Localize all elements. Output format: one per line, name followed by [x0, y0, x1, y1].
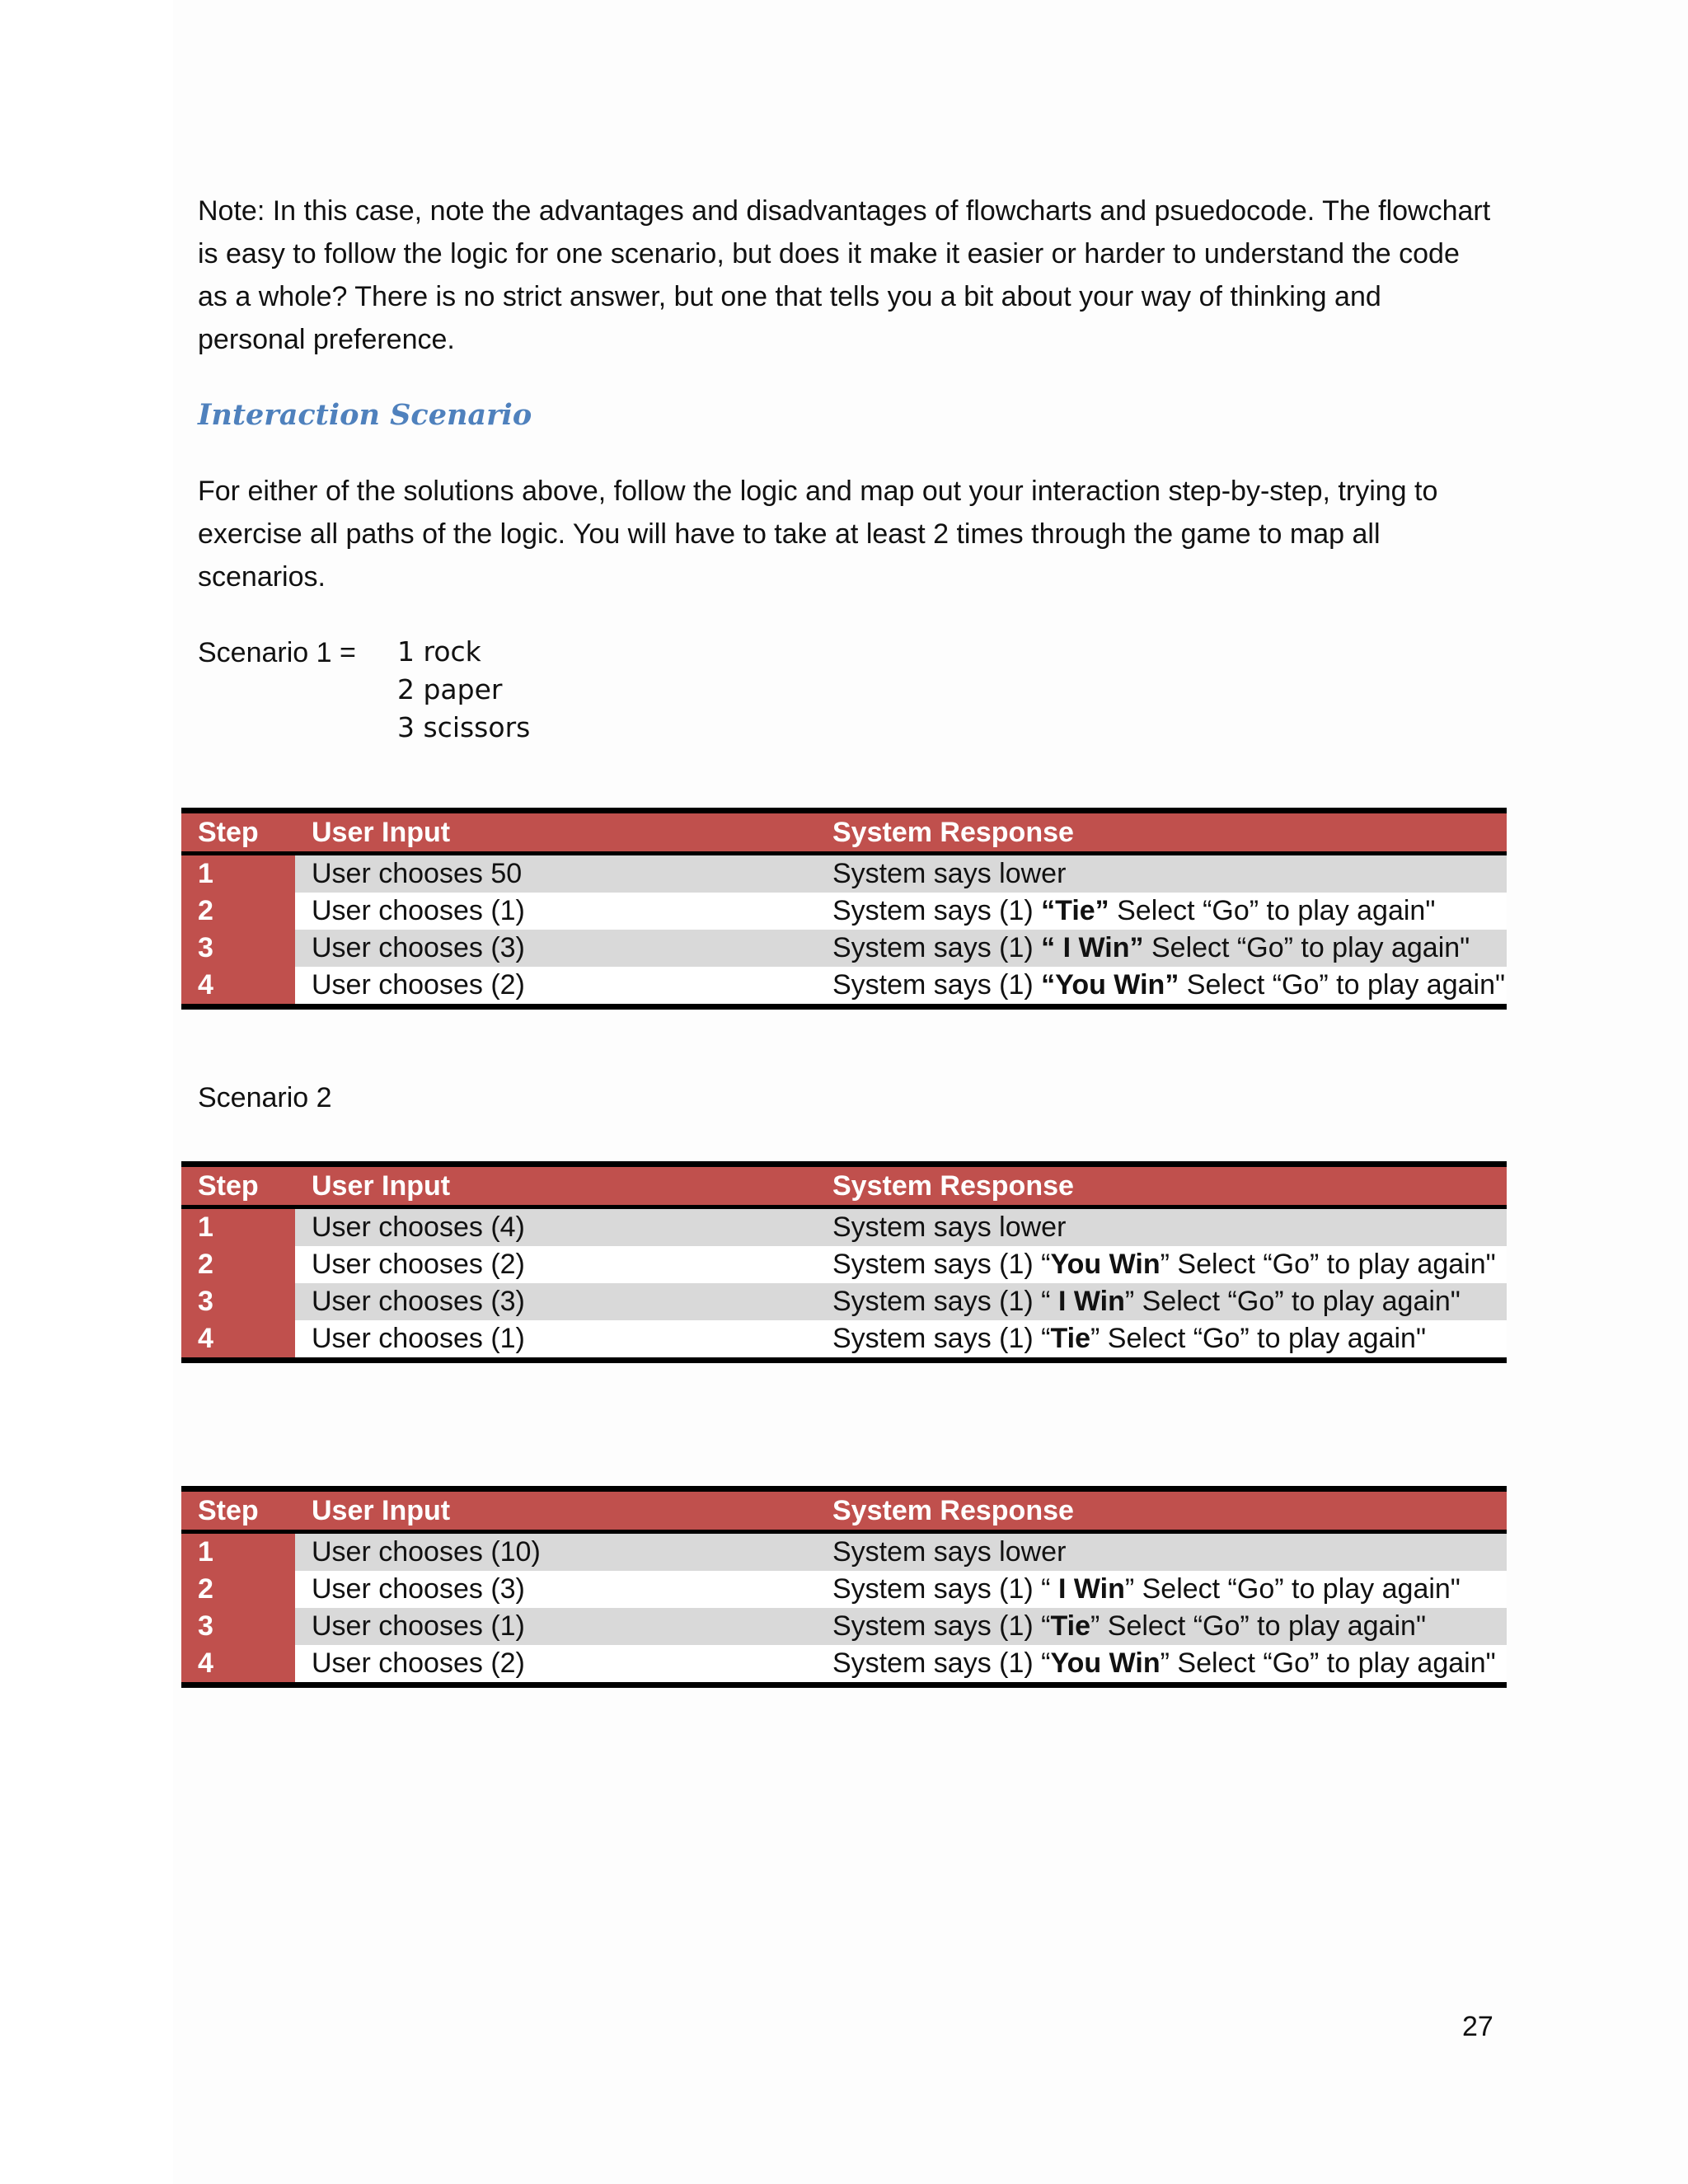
user-input-cell: User chooses (1)	[295, 893, 816, 930]
scenario-1-block	[198, 633, 1517, 747]
step-cell: 2	[181, 1246, 295, 1283]
response-text: System says (1) “	[832, 1573, 1058, 1605]
user-input-cell: User chooses (2)	[295, 1645, 816, 1685]
table-row	[181, 1608, 1507, 1645]
user-input-cell: User chooses (3)	[295, 1571, 816, 1608]
note-line: is easy to follow the logic for one scenario, but does it make it easier or harder to understand the code	[198, 238, 1460, 269]
user-input-cell: User chooses (10)	[295, 1532, 816, 1572]
response-outcome: Tie	[1050, 1610, 1090, 1642]
system-response-cell	[816, 1645, 1507, 1685]
user-input-cell: User chooses (3)	[295, 930, 816, 967]
response-text: System says (1) “	[832, 1610, 1051, 1642]
page-content	[198, 190, 1517, 747]
response-text: ” Select “Go” to play again"	[1090, 1610, 1427, 1642]
table-row	[181, 893, 1507, 930]
intro-line: For either of the solutions above, follow the logic and map out your interaction step-by-step, trying to	[198, 476, 1438, 507]
table-row	[181, 967, 1507, 1007]
user-input-cell: User chooses (3)	[295, 1283, 816, 1320]
system-response-cell	[816, 967, 1507, 1007]
response-text: System says lower	[832, 1536, 1067, 1568]
response-text: System says lower	[832, 1212, 1067, 1243]
response-outcome: “Tie”	[1041, 895, 1109, 926]
system-response-cell	[816, 1571, 1507, 1608]
user-input-cell: User chooses 50	[295, 854, 816, 893]
user-input-cell: User chooses (2)	[295, 967, 816, 1007]
response-text: System says (1)	[832, 969, 1042, 1001]
intro-line: exercise all paths of the logic. You will have to take at least 2 times through the game to map all	[198, 518, 1381, 550]
response-outcome: You Win	[1050, 1249, 1160, 1280]
response-outcome: “ I Win”	[1041, 932, 1144, 963]
step-cell: 4	[181, 967, 295, 1007]
section-heading: Interaction Scenario	[198, 398, 532, 432]
intro-paragraph	[198, 470, 1517, 598]
response-outcome: You Win	[1050, 1647, 1160, 1679]
choice-list	[397, 633, 530, 747]
table-header-row	[181, 1489, 1507, 1532]
response-text: Select “Go” to play again"	[1179, 969, 1506, 1001]
header-system-response: System Response	[816, 1489, 1507, 1532]
step-cell: 1	[181, 854, 295, 893]
step-cell: 4	[181, 1645, 295, 1685]
table-row	[181, 1320, 1507, 1361]
step-cell: 2	[181, 1571, 295, 1608]
table-row	[181, 1532, 1507, 1572]
system-response-cell	[816, 1207, 1507, 1247]
user-input-cell: User chooses (2)	[295, 1246, 816, 1283]
response-text: ” Select “Go” to play again"	[1160, 1249, 1496, 1280]
step-cell: 1	[181, 1207, 295, 1247]
table-row	[181, 1571, 1507, 1608]
system-response-cell	[816, 1320, 1507, 1361]
system-response-cell	[816, 1283, 1507, 1320]
response-text: ” Select “Go” to play again"	[1160, 1647, 1496, 1679]
choice-item: 3 scissors	[397, 711, 531, 743]
system-response-cell	[816, 1608, 1507, 1645]
response-text: System says (1) “	[832, 1647, 1051, 1679]
response-outcome: I Win	[1057, 1573, 1125, 1605]
scenario-table-1	[181, 808, 1507, 1010]
system-response-cell	[816, 854, 1507, 893]
steps-table	[181, 1486, 1507, 1688]
step-cell: 1	[181, 1532, 295, 1572]
steps-table	[181, 808, 1507, 1010]
table-row	[181, 930, 1507, 967]
choice-item: 1 rock	[397, 635, 481, 668]
note-paragraph	[198, 190, 1517, 361]
system-response-cell	[816, 930, 1507, 967]
steps-table	[181, 1161, 1507, 1363]
user-input-cell: User chooses (4)	[295, 1207, 816, 1247]
response-text: Select “Go” to play again"	[1109, 895, 1436, 926]
table-row	[181, 1246, 1507, 1283]
response-text: System says (1) “	[832, 1249, 1051, 1280]
note-line: personal preference.	[198, 324, 455, 355]
intro-line: scenarios.	[198, 561, 326, 593]
scenario-table-2	[181, 1161, 1507, 1363]
table-row	[181, 854, 1507, 893]
system-response-cell	[816, 1246, 1507, 1283]
table-header-row	[181, 1165, 1507, 1207]
header-user-input: User Input	[295, 811, 816, 854]
choice-item: 2 paper	[397, 673, 503, 705]
header-step: Step	[181, 811, 295, 854]
note-line: Note: In this case, note the advantages and disadvantages of flowcharts and psuedocode. The flowchart	[198, 195, 1491, 227]
header-user-input: User Input	[295, 1489, 816, 1532]
header-system-response: System Response	[816, 811, 1507, 854]
response-text: ” Select “Go” to play again"	[1124, 1286, 1461, 1317]
scenario-2-label: Scenario 2	[198, 1082, 332, 1113]
response-outcome: Tie	[1050, 1323, 1090, 1354]
header-system-response: System Response	[816, 1165, 1507, 1207]
response-text: System says (1)	[832, 932, 1042, 963]
step-cell: 4	[181, 1320, 295, 1361]
note-line: as a whole? There is no strict answer, but one that tells you a bit about your way of thinking and	[198, 281, 1381, 312]
response-text: Select “Go” to play again"	[1143, 932, 1470, 963]
user-input-cell: User chooses (1)	[295, 1608, 816, 1645]
user-input-cell: User chooses (1)	[295, 1320, 816, 1361]
scenario-table-3	[181, 1486, 1507, 1688]
header-user-input: User Input	[295, 1165, 816, 1207]
response-outcome: “You Win”	[1041, 969, 1179, 1001]
table-row	[181, 1207, 1507, 1247]
response-text: ” Select “Go” to play again"	[1124, 1573, 1461, 1605]
step-cell: 2	[181, 893, 295, 930]
system-response-cell	[816, 893, 1507, 930]
header-step: Step	[181, 1165, 295, 1207]
header-step: Step	[181, 1489, 295, 1532]
table-row	[181, 1283, 1507, 1320]
table-header-row	[181, 811, 1507, 854]
step-cell: 3	[181, 930, 295, 967]
response-text: ” Select “Go” to play again"	[1090, 1323, 1427, 1354]
scenario-1-label: Scenario 1 =	[198, 637, 356, 668]
table-row	[181, 1645, 1507, 1685]
step-cell: 3	[181, 1283, 295, 1320]
system-response-cell	[816, 1532, 1507, 1572]
step-cell: 3	[181, 1608, 295, 1645]
response-text: System says (1)	[832, 895, 1042, 926]
response-text: System says (1) “	[832, 1323, 1051, 1354]
response-text: System says lower	[832, 858, 1067, 889]
response-text: System says (1) “	[832, 1286, 1058, 1317]
page-number: 27	[1462, 2011, 1493, 2042]
response-outcome: I Win	[1057, 1286, 1125, 1317]
